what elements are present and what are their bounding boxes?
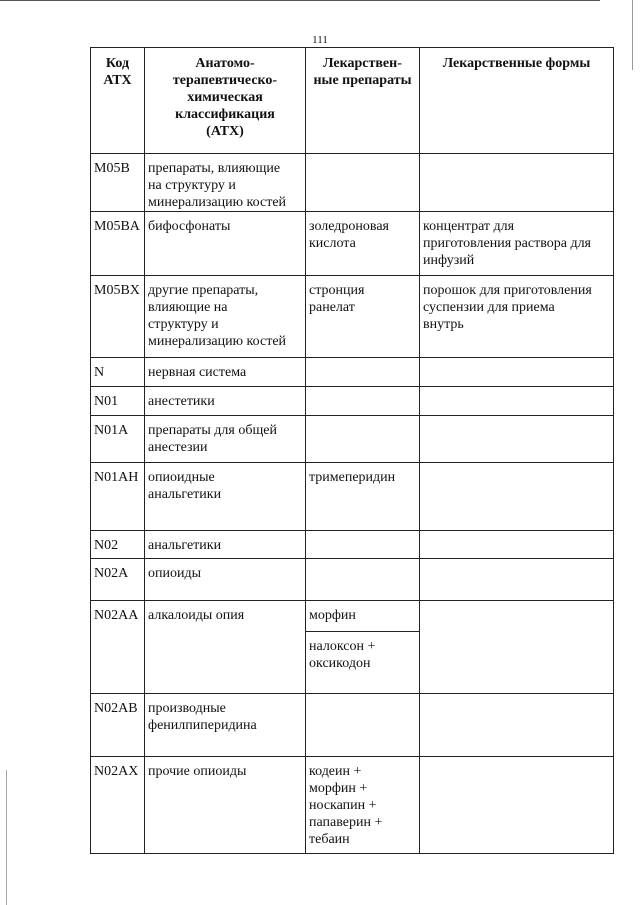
header-code: Код АТХ (91, 48, 145, 154)
table-row (91, 416, 614, 463)
cell-drug: тримеперидин (306, 463, 420, 531)
cell-code: N02AA (91, 601, 145, 694)
cell-drug (306, 559, 420, 601)
cell-drug: кодеин + морфин + носкапин + папаверин + тебаин (306, 757, 420, 854)
cell-drug: стронция ранелат (306, 276, 420, 358)
atx-table (90, 47, 614, 854)
cell-drug: морфин (306, 601, 420, 632)
cell-code: N01AH (91, 463, 145, 531)
cell-form (420, 358, 614, 387)
cell-form (420, 416, 614, 463)
cell-form (420, 154, 614, 212)
cell-code: M05BX (91, 276, 145, 358)
header-forms: Лекарственные формы (420, 48, 614, 154)
cell-form (420, 601, 614, 694)
cell-form: порошок для приготовления суспензии для приема внутрь (420, 276, 614, 358)
cell-classification: анестетики (145, 387, 306, 416)
table-header-row (91, 48, 614, 154)
cell-form (420, 559, 614, 601)
cell-code: N02AB (91, 694, 145, 757)
table-row (91, 358, 614, 387)
table-row (91, 387, 614, 416)
cell-drug (306, 531, 420, 559)
cell-drug (306, 694, 420, 757)
cell-drug (306, 358, 420, 387)
cell-code: N02A (91, 559, 145, 601)
cell-classification: прочие опиоиды (145, 757, 306, 854)
table-row (91, 559, 614, 601)
scan-edge-top (0, 0, 600, 1)
table-row (91, 212, 614, 276)
cell-form (420, 757, 614, 854)
cell-classification: опиоидные анальгетики (145, 463, 306, 531)
cell-classification: другие препараты, влияющие на структуру и минерализацию костей (145, 276, 306, 358)
cell-code: M05B (91, 154, 145, 212)
cell-form (420, 531, 614, 559)
cell-code: N01 (91, 387, 145, 416)
cell-form (420, 463, 614, 531)
table-row (91, 463, 614, 531)
cell-code: N02AX (91, 757, 145, 854)
table-row (91, 531, 614, 559)
cell-classification: нервная система (145, 358, 306, 387)
cell-drug: золедроновая кислота (306, 212, 420, 276)
cell-drug: налоксон + оксикодон (306, 632, 420, 694)
cell-classification: алкалоиды опия (145, 601, 306, 694)
cell-form (420, 387, 614, 416)
table-row (91, 601, 614, 632)
cell-code: N01A (91, 416, 145, 463)
table-row (91, 276, 614, 358)
table-row (91, 154, 614, 212)
table-row (91, 757, 614, 854)
cell-code: N (91, 358, 145, 387)
cell-form: концентрат для приготовления раствора для инфузий (420, 212, 614, 276)
cell-drug (306, 387, 420, 416)
cell-classification: препараты, влияющие на структуру и минерализацию костей (145, 154, 306, 212)
header-drugs: Лекарствен- ные препараты (306, 48, 420, 154)
cell-classification: опиоиды (145, 559, 306, 601)
cell-classification: производные фенилпиперидина (145, 694, 306, 757)
cell-classification: бифосфонаты (145, 212, 306, 276)
table-row (91, 694, 614, 757)
cell-code: M05BA (91, 212, 145, 276)
cell-drug (306, 416, 420, 463)
cell-code: N02 (91, 531, 145, 559)
header-classification: Анатомо- терапевтическо- химическая классификация (АТХ) (145, 48, 306, 154)
cell-form (420, 694, 614, 757)
cell-classification: препараты для общей анестезии (145, 416, 306, 463)
cell-drug (306, 154, 420, 212)
scan-edge-left (6, 770, 7, 905)
cell-classification: анальгетики (145, 531, 306, 559)
page-number: 111 (312, 34, 328, 46)
